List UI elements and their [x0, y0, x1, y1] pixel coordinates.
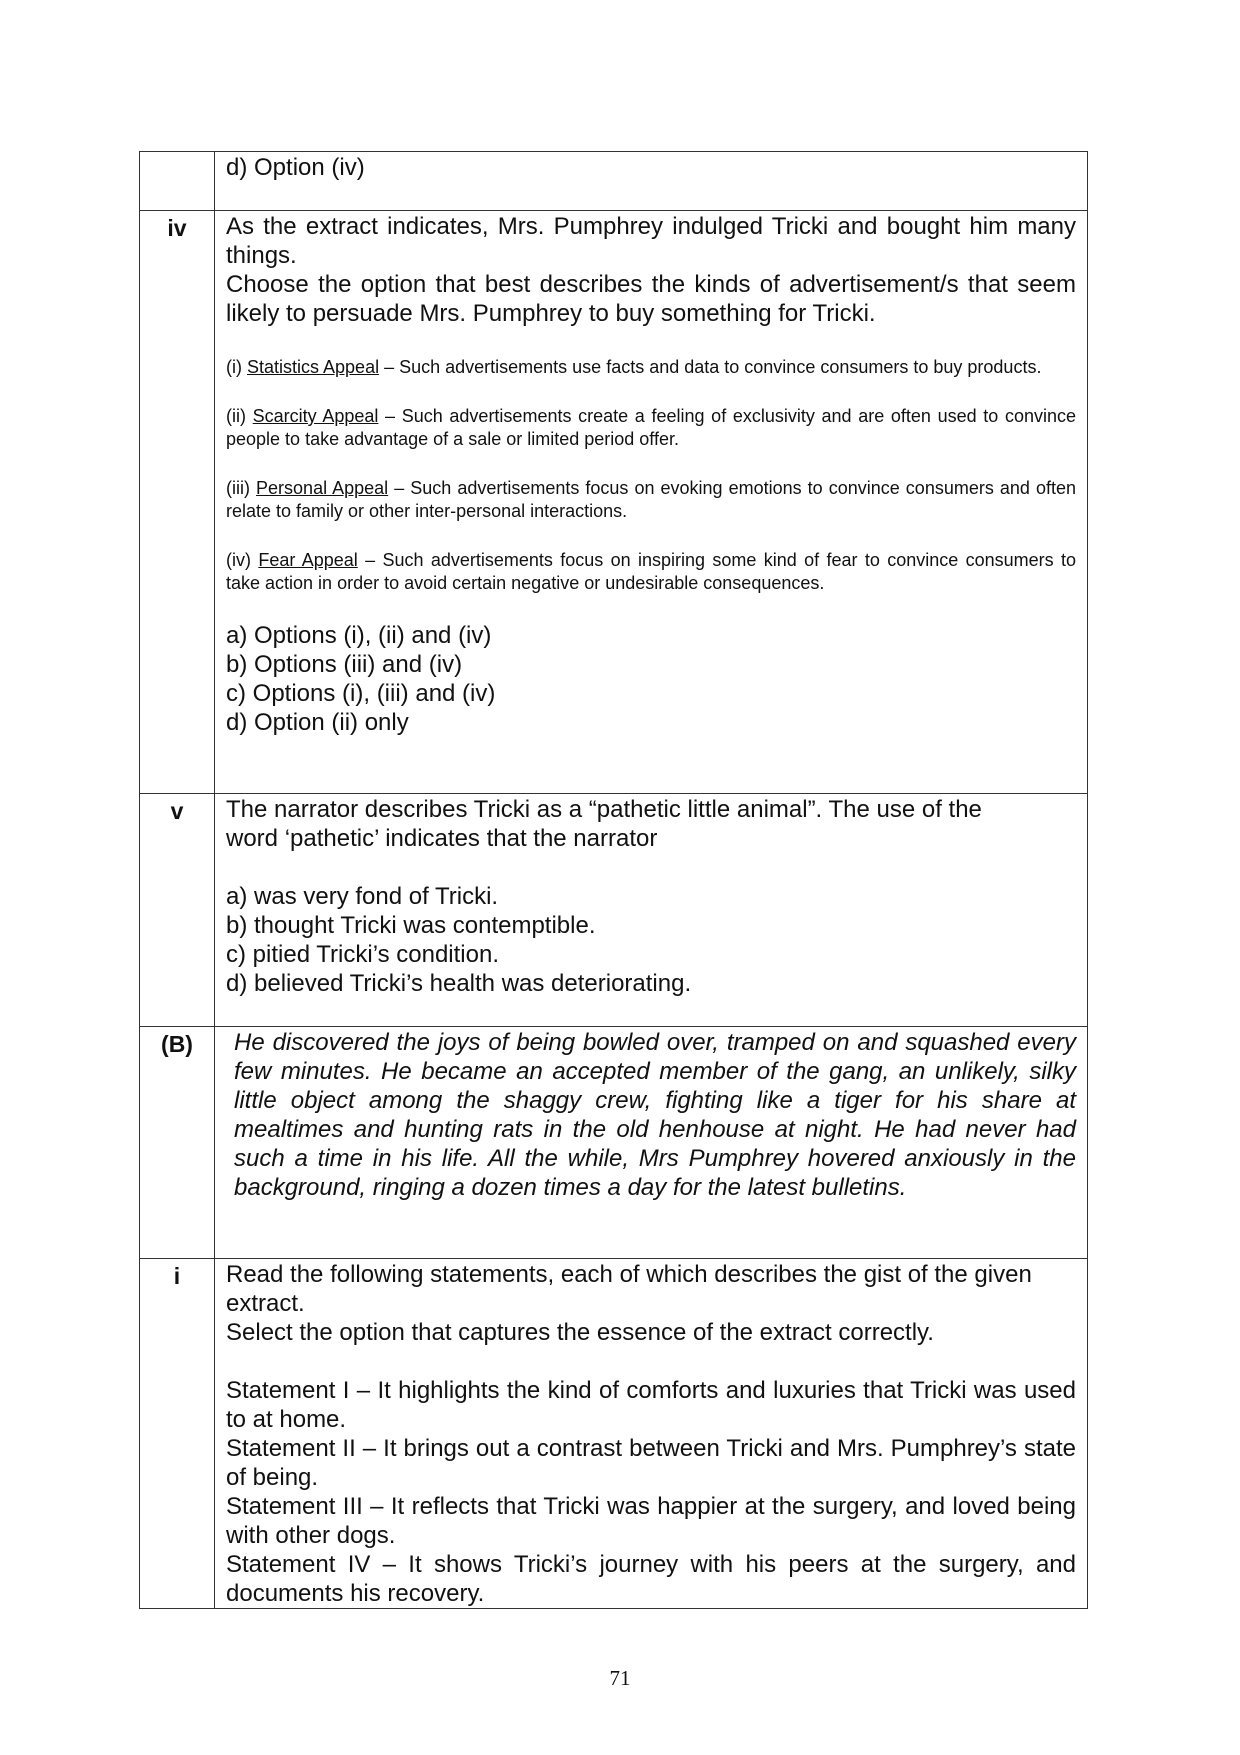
appeal-name: Fear Appeal [258, 550, 358, 570]
appeal-name: Personal Appeal [256, 478, 389, 498]
question-text [215, 152, 1088, 211]
statement-line: Statement III – It reflects that Tricki was happier at the surgery, and loved being with other dogs. [226, 1493, 1076, 1549]
option-line: b) thought Tricki was contemptible. [226, 912, 596, 939]
option-line: c) pitied Tricki’s condition. [226, 941, 499, 968]
option-line: d) believed Tricki’s health was deteriorating. [226, 970, 692, 997]
question-text [215, 1259, 1088, 1609]
appeal-name: Statistics Appeal [247, 357, 380, 377]
question-stem: Choose the option that best describes the kinds of advertisement/s that seem likely to persuade Mrs. Pumphrey to buy something for Tricki. [226, 271, 1076, 327]
question-text [215, 794, 1088, 1027]
option-line: a) was very fond of Tricki. [226, 883, 499, 910]
question-number: v [140, 794, 215, 1027]
option-line: d) Option (ii) only [226, 709, 409, 736]
appeal-item: (i) Statistics Appeal – Such advertisements use facts and data to convince consumers to buy products. [226, 357, 1042, 377]
question-number [140, 152, 215, 211]
question-number: i [140, 1259, 215, 1609]
table-row [140, 1027, 1088, 1259]
question-stem: The narrator describes Tricki as a “pathetic little animal”. The use of the word ‘pathetic’ indicates that the narrator [226, 796, 982, 852]
appeal-item: (iii) Personal Appeal – Such advertisements focus on evoking emotions to convince consumers and often relate to family or other inter-personal interactions. [226, 478, 1076, 521]
statement-line: Statement I – It highlights the kind of comforts and luxuries that Tricki was used to at home. [226, 1377, 1076, 1433]
option-line: d) Option (iv) [226, 154, 365, 181]
question-stem: Read the following statements, each of which describes the gist of the given extract. [226, 1261, 1032, 1317]
appeal-item: (ii) Scarcity Appeal – Such advertisements create a feeling of exclusivity and are often used to convince people to take advantage of a sale or limited period offer. [226, 406, 1076, 449]
option-line: a) Options (i), (ii) and (iv) [226, 622, 492, 649]
question-stem: Select the option that captures the essence of the extract correctly. [226, 1319, 934, 1346]
table-row [140, 211, 1088, 794]
appeal-item: (iv) Fear Appeal – Such advertisements focus on inspiring some kind of fear to convince consumers to take action in order to avoid certain negative or undesirable consequences. [226, 550, 1076, 593]
extract-cell [215, 1027, 1088, 1259]
section-label: (B) [140, 1027, 215, 1259]
table-row [140, 794, 1088, 1027]
page-number: 71 [609, 1666, 631, 1690]
statement-line: Statement II – It brings out a contrast between Tricki and Mrs. Pumphrey’s state of being. [226, 1435, 1076, 1491]
question-number: iv [140, 211, 215, 794]
question-text [215, 211, 1088, 794]
table-row [140, 1259, 1088, 1609]
appeal-name: Scarcity Appeal [252, 406, 379, 426]
table-row [140, 152, 1088, 211]
option-line: c) Options (i), (iii) and (iv) [226, 680, 496, 707]
statement-line: Statement IV – It shows Tricki’s journey with his peers at the surgery, and documents his recovery. [226, 1551, 1076, 1607]
question-table [139, 151, 1088, 1609]
extract-text: He discovered the joys of being bowled over, tramped on and squashed every few minutes. He became an accepted member of the gang, an unlikely, silky little object among the shaggy crew, fighting like a tiger for his share at mealtimes and hunting rats in the old henhouse at night. He had never had such a time in his life. All the while, Mrs Pumphrey hovered anxiously in the background, ringing a dozen times a day for the latest bulletins. [234, 1029, 1076, 1201]
option-line: b) Options (iii) and (iv) [226, 651, 463, 678]
question-stem: As the extract indicates, Mrs. Pumphrey indulged Tricki and bought him many things. [226, 213, 1076, 269]
